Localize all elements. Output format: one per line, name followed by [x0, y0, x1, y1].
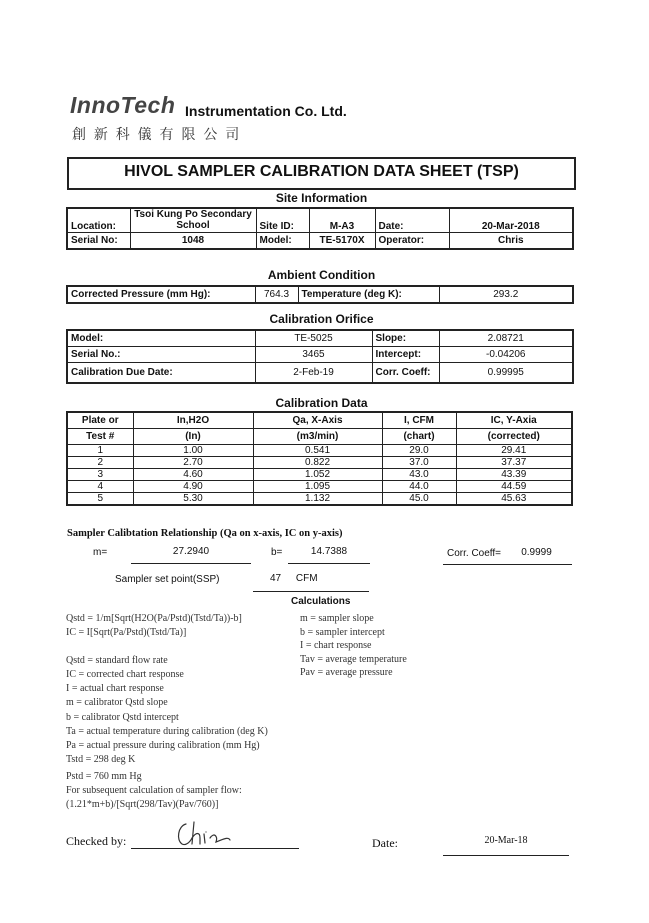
calc-line: m = sampler slope: [300, 613, 374, 624]
ambient-condition-table: [66, 285, 574, 304]
company-chinese-name: 創 新 科 儀 有 限 公 司: [72, 126, 242, 142]
b-label: b=: [271, 547, 283, 558]
company-logo: InnoTech: [70, 92, 176, 118]
calculations-heading: Calculations: [291, 596, 351, 607]
date-label: Date:: [375, 208, 449, 232]
corr-coeff-label: Corr. Coeff=: [447, 548, 502, 559]
calc-line: Tav = average temperature: [300, 653, 407, 665]
orifice-corr-label: Corr. Coeff:: [372, 363, 439, 383]
serial-value: 1048: [130, 232, 256, 249]
col-header-i-cfm: I, CFM: [382, 412, 456, 429]
col-header-plate: Plate or: [67, 412, 133, 429]
table-cell: 1.00: [133, 445, 253, 457]
table-cell: 37.37: [456, 457, 572, 469]
table-cell: 43.0: [382, 469, 456, 481]
col-header-ic: IC, Y-Axia: [456, 412, 572, 429]
table-cell: 37.0: [382, 457, 456, 469]
signature: [172, 818, 242, 850]
orifice-serial-label: Serial No.:: [67, 347, 255, 363]
table-cell: 0.822: [253, 457, 382, 469]
temperature-value: 293.2: [439, 286, 573, 303]
operator-label: Operator:: [375, 232, 449, 249]
calibration-header-row-2: [67, 429, 572, 445]
ssp-unit: CFM: [295, 573, 318, 584]
table-cell: 2.70: [133, 457, 253, 469]
orifice-slope-label: Slope:: [372, 330, 439, 347]
calibration-header-row-1: [67, 412, 572, 429]
footer-date-label: Date:: [372, 836, 398, 850]
calc-line: Ta = actual temperature during calibration (deg K): [66, 725, 268, 737]
calibration-orifice-heading: Calibration Orifice: [269, 312, 374, 326]
company-name: Instrumentation Co. Ltd.: [185, 103, 347, 119]
table-cell: 1.132: [253, 493, 382, 506]
orifice-model-value: TE-5025: [255, 330, 372, 347]
table-cell: 4.60: [133, 469, 253, 481]
ssp-value-line: [253, 573, 369, 592]
table-cell: 2: [67, 457, 133, 469]
calc-line: Pa = actual pressure during calibration (mm Hg): [66, 739, 260, 751]
calc-line: m = calibrator Qstd slope: [66, 697, 168, 709]
orifice-intercept-value: -0.04206: [439, 347, 573, 363]
calculations-left-notes: [66, 612, 268, 812]
operator-value: Chris: [449, 232, 573, 249]
table-row: [67, 457, 572, 469]
site-id-label: Site ID:: [256, 208, 309, 232]
date-value: 20-Mar-2018: [449, 208, 573, 232]
col-subheader-chart: (chart): [382, 429, 456, 445]
signature-stroke: [179, 822, 230, 845]
table-cell: 0.541: [253, 445, 382, 457]
calc-line: I = actual chart response: [66, 683, 164, 695]
calc-line: IC = I[Sqrt(Pa/Pstd)(Tstd/Ta)]: [66, 627, 187, 639]
footer-date-value: 20-Mar-18: [443, 835, 569, 856]
ambient-condition-heading: Ambient Condition: [267, 268, 376, 282]
location-label: Location:: [67, 208, 130, 232]
table-row: [67, 493, 572, 506]
calc-line: b = sampler intercept: [300, 626, 385, 638]
table-cell: 45.63: [456, 493, 572, 506]
corrected-pressure-label: Corrected Pressure (mm Hg):: [67, 286, 255, 303]
model-label: Model:: [256, 232, 309, 249]
calc-line: [66, 640, 268, 654]
table-cell: 44.0: [382, 481, 456, 493]
table-cell: 3: [67, 469, 133, 481]
site-information-table: [66, 207, 574, 250]
calibration-due-label: Calibration Due Date:: [67, 363, 255, 383]
orifice-slope-value: 2.08721: [439, 330, 573, 347]
location-value: [130, 208, 256, 232]
table-row: [67, 445, 572, 457]
col-subheader-m3min: (m3/min): [253, 429, 382, 445]
table-cell: 5: [67, 493, 133, 506]
m-label: m=: [93, 547, 108, 558]
model-value: TE-5170X: [309, 232, 375, 249]
table-cell: 29.41: [456, 445, 572, 457]
table-cell: 4.90: [133, 481, 253, 493]
table-row: [67, 469, 572, 481]
calibration-due-value: 2-Feb-19: [255, 363, 372, 383]
m-value: 27.2940: [131, 546, 251, 564]
calc-line: For subsequent calculation of sampler flow:: [66, 785, 242, 797]
orifice-intercept-label: Intercept:: [372, 347, 439, 363]
calc-line: Qstd = 1/m[Sqrt(H2O(Pa/Pstd)(Tstd/Ta))-b]: [66, 613, 242, 624]
serial-label: Serial No:: [67, 232, 130, 249]
page-title: HIVOL SAMPLER CALIBRATION DATA SHEET (TSP): [124, 163, 519, 180]
calc-line: (1.21*m+b)/[Sqrt(298/Tav)(Pav/760)]: [66, 799, 219, 811]
table-cell: 45.0: [382, 493, 456, 506]
table-cell: 43.39: [456, 469, 572, 481]
ssp-label: Sampler set point(SSP): [115, 574, 220, 585]
corr-coeff-number: 0.9999: [521, 547, 552, 558]
calc-line: I = chart response: [300, 640, 372, 652]
calc-line: IC = corrected chart response: [66, 669, 184, 681]
temperature-label: Temperature (deg K):: [298, 286, 439, 303]
location-value-line2: School: [176, 220, 210, 232]
calibration-orifice-table: [66, 329, 574, 384]
table-cell: 29.0: [382, 445, 456, 457]
location-value-line1: Tsoi Kung Po Secondary: [134, 209, 252, 221]
ssp-value: 47: [270, 573, 282, 584]
corr-coeff-value: [443, 547, 572, 565]
table-cell: 1.052: [253, 469, 382, 481]
table-cell: 5.30: [133, 493, 253, 506]
calc-line: Pstd = 760 mm Hg: [66, 770, 142, 782]
site-information-heading: Site Information: [275, 191, 368, 205]
table-cell: 4: [67, 481, 133, 493]
calc-line: Pav = average pressure: [300, 667, 393, 679]
col-subheader-corrected: (corrected): [456, 429, 572, 445]
site-id-value: M-A3: [309, 208, 375, 232]
table-row: [67, 481, 572, 493]
table-cell: 1: [67, 445, 133, 457]
calc-line: Tstd = 298 deg K: [66, 753, 136, 765]
col-header-qa: Qa, X-Axis: [253, 412, 382, 429]
calibration-data-table: [66, 411, 573, 506]
col-header-inh2o: In,H2O: [133, 412, 253, 429]
table-cell: 44.59: [456, 481, 572, 493]
col-subheader-in: (In): [133, 429, 253, 445]
calc-line: Qstd = standard flow rate: [66, 655, 168, 667]
relationship-heading: Sampler Calibtation Relationship (Qa on x-axis, IC on y-axis): [67, 528, 343, 539]
table-cell: 1.095: [253, 481, 382, 493]
col-subheader-test: Test #: [67, 429, 133, 445]
b-value: 14.7388: [288, 546, 370, 564]
calc-line: b = calibrator Qstd intercept: [66, 711, 179, 723]
corrected-pressure-value: 764.3: [255, 286, 298, 303]
orifice-serial-value: 3465: [255, 347, 372, 363]
orifice-corr-value: 0.99995: [439, 363, 573, 383]
calculations-right-notes: [300, 612, 407, 680]
orifice-model-label: Model:: [67, 330, 255, 347]
calibration-data-heading: Calibration Data: [275, 396, 368, 410]
checked-by-label: Checked by:: [66, 834, 127, 848]
